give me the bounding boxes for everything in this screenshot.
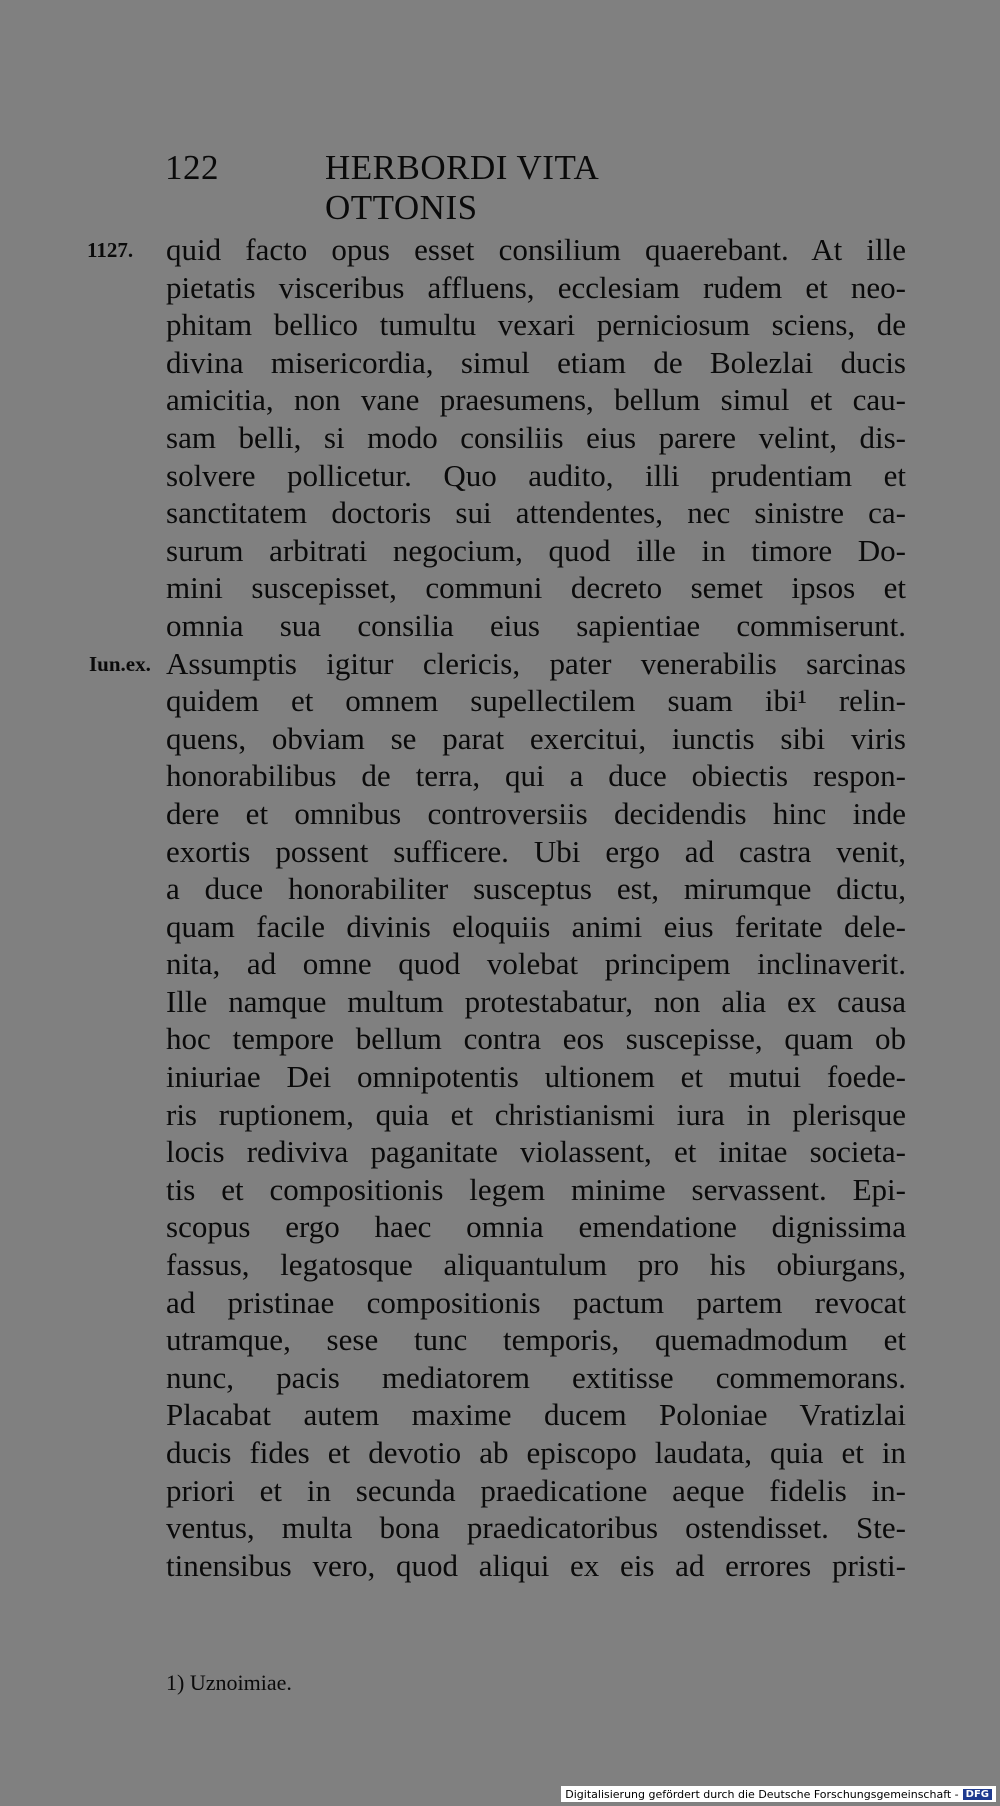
text-line: a duce honorabiliter susceptus est, mirumque dictu,	[166, 871, 906, 907]
text-line: quidem et omnem supellectilem suam ibi¹ relin-	[166, 683, 906, 719]
text-line: sam belli, si modo consiliis eius parere velint, dis-	[166, 419, 906, 455]
text-line: iniuriae Dei omnipotentis ultionem et mutui foede-	[166, 1059, 906, 1095]
text-line: hoc tempore bellum contra eos suscepisse, quam ob	[166, 1021, 906, 1057]
digitization-credit	[561, 1786, 996, 1802]
text-line: ventus, multa bona praedicatoribus ostendisset. Ste-	[166, 1510, 906, 1546]
page-header	[165, 148, 745, 227]
text-line: divina misericordia, simul etiam de Bolezlai ducis	[166, 344, 906, 380]
text-line: scopus ergo haec omnia emendatione dignissima	[166, 1209, 906, 1245]
credit-text: Digitalisierung gefördert durch die Deutsche Forschungsgemeinschaft -	[565, 1787, 959, 1801]
text-line: fassus, legatosque aliquantulum pro his obiurgans,	[166, 1247, 906, 1283]
text-line: ad pristinae compositionis pactum partem revocat	[166, 1284, 906, 1320]
text-line: amicitia, non vane praesumens, bellum simul et cau-	[166, 382, 906, 418]
text-line: solvere pollicetur. Quo audito, illi prudentiam et	[166, 457, 906, 493]
dfg-logo: DFG	[963, 1789, 992, 1800]
footnote: 1) Uznoimiae.	[166, 1670, 292, 1695]
text-line: tinensibus vero, quod aliqui ex eis ad errores pristi-	[166, 1547, 906, 1583]
text-line: quam facile divinis eloquiis animi eius feritate dele-	[166, 908, 906, 944]
running-title: HERBORDI VITA OTTONIS	[325, 148, 598, 227]
text-line: nunc, pacis mediatorem extitisse commemorans.	[166, 1359, 906, 1395]
text-line: quid facto opus esset consilium quaerebant. At ille	[166, 232, 906, 267]
text-line: sanctitatem doctoris sui attendentes, nec sinistre ca-	[166, 495, 906, 531]
text-line: dere et omnibus controversiis decidendis hinc inde	[166, 795, 906, 831]
text-line: Placabat autem maxime ducem Poloniae Vratizlai	[166, 1397, 906, 1433]
text-line: tis et compositionis legem minime servassent. Epi-	[166, 1171, 906, 1207]
text-line: phitam bellico tumultu vexari perniciosum sciens, de	[166, 307, 906, 343]
margin-note-date: Iun.ex.	[89, 652, 151, 676]
text-line: mini suscepisset, communi decreto semet ipsos et	[166, 570, 906, 606]
text-line: honorabilibus de terra, qui a duce obiectis respon-	[166, 758, 906, 794]
text-line: quens, obviam se parat exercitui, iunctis sibi viris	[166, 720, 906, 756]
text-line: utramque, sese tunc temporis, quemadmodum et	[166, 1322, 906, 1358]
text-line: ris ruptionem, quia et christianismi iura in plerisque	[166, 1096, 906, 1132]
text-line: omnia sua consilia eius sapientiae commiserunt.	[166, 607, 906, 643]
text-line: priori et in secunda praedicatione aeque fidelis in-	[166, 1472, 906, 1508]
text-line: nita, ad omne quod volebat principem inclinaverit.	[166, 946, 906, 982]
text-line: ducis fides et devotio ab episcopo laudata, quia et in	[166, 1435, 906, 1470]
page-number: 122	[165, 148, 219, 187]
body-text	[166, 231, 906, 1584]
margin-note-year: 1127.	[87, 238, 134, 262]
text-line: locis rediviva paganitate violassent, et initae societa-	[166, 1134, 906, 1170]
text-line: pietatis visceribus affluens, ecclesiam rudem et neo-	[166, 269, 906, 305]
text-line: surum arbitrati negocium, quod ille in timore Do-	[166, 532, 906, 568]
text-line: Ille namque multum protestabatur, non alia ex causa	[166, 983, 906, 1019]
text-line: exortis possent sufficere. Ubi ergo ad castra venit,	[166, 833, 906, 869]
text-line: Assumptis igitur clericis, pater venerabilis sarcinas	[166, 645, 906, 681]
